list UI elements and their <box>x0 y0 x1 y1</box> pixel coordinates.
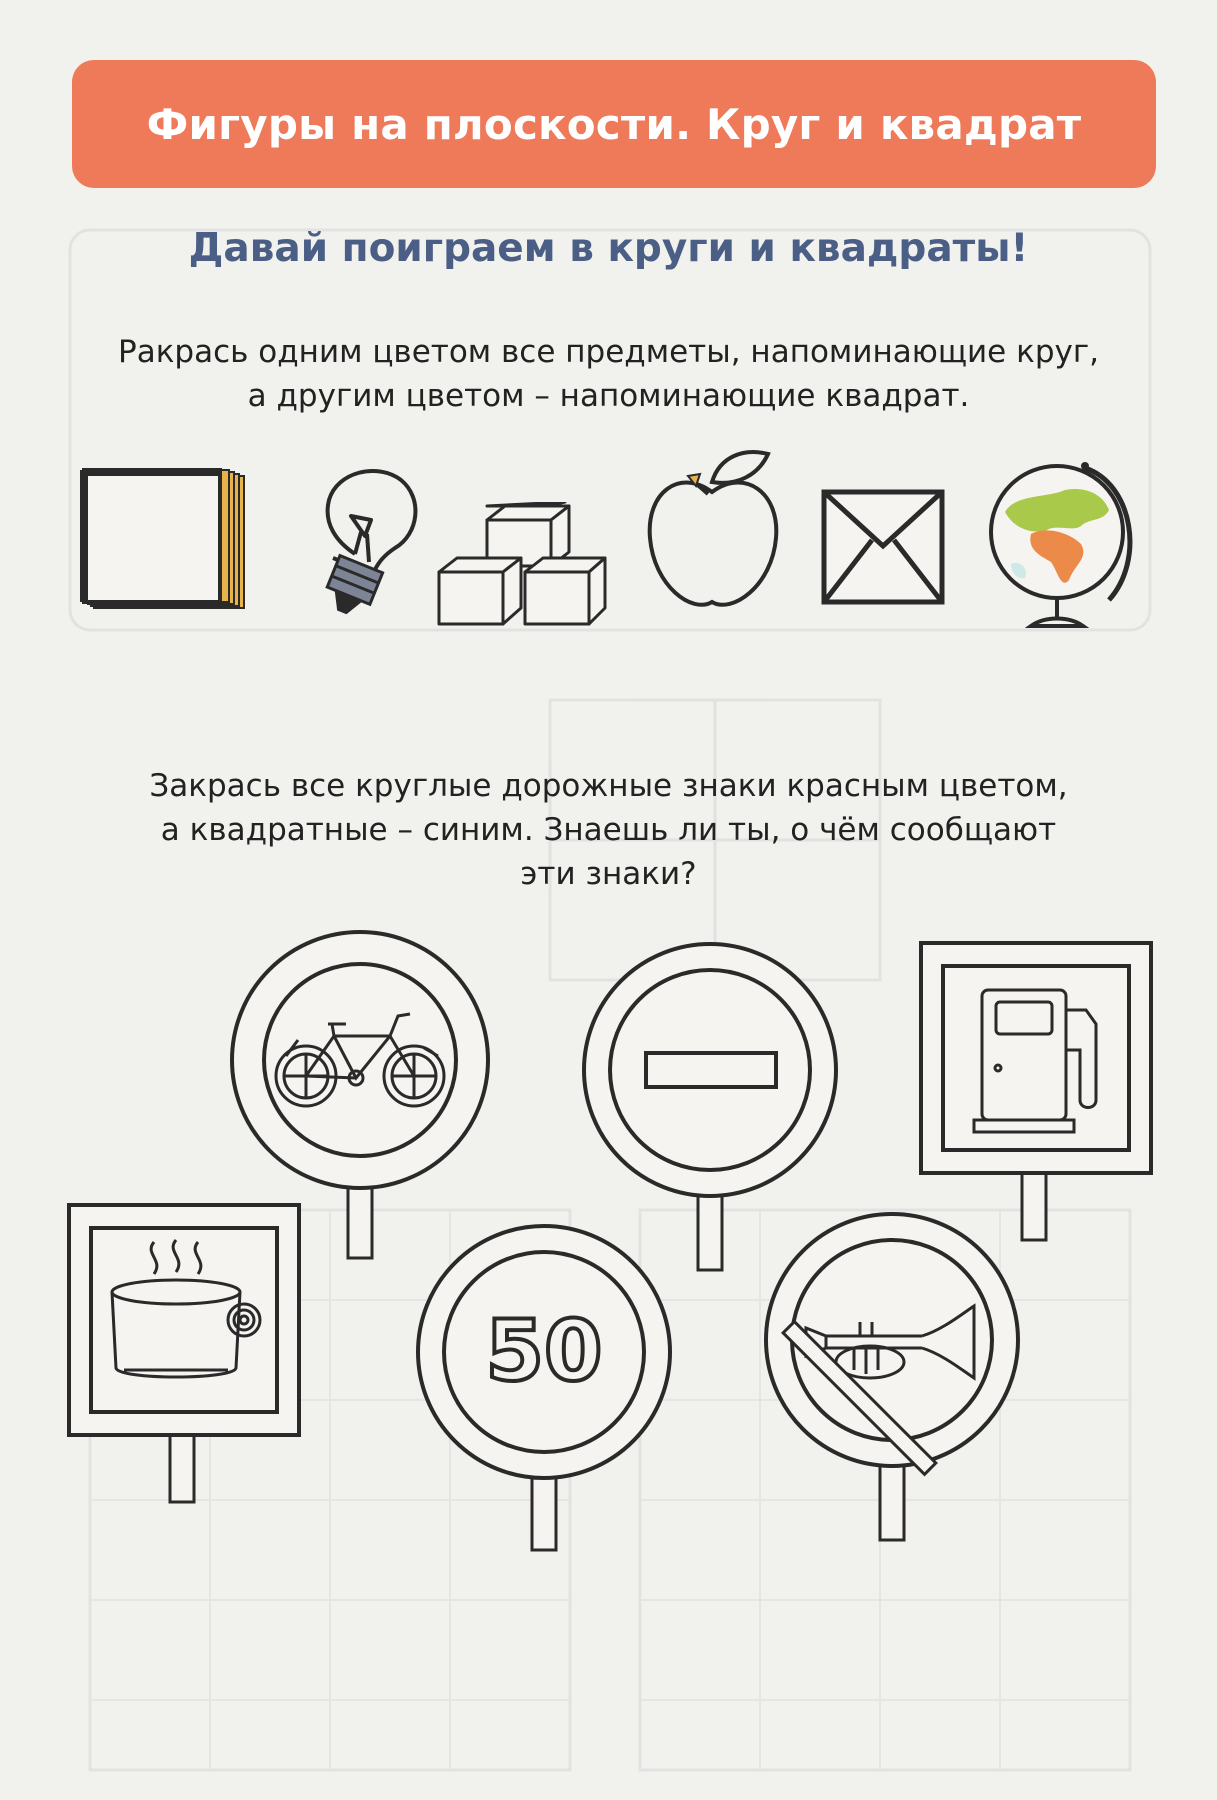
task-1-instructions <box>0 330 1217 418</box>
task-2-instructions <box>0 764 1217 896</box>
road-sign-cafe[interactable] <box>66 1202 304 1507</box>
task-2-line: эти знаки? <box>520 856 697 892</box>
task-2-line: а квадратные – синим. Знаешь ли ты, о чём сообщают <box>160 812 1057 848</box>
page-title: Фигуры на плоскости. Круг и квадрат <box>146 99 1082 149</box>
book-icon[interactable] <box>80 468 260 618</box>
cubes-icon[interactable] <box>435 502 607 627</box>
no-entry-bar-icon <box>646 1053 776 1087</box>
task-2-line: Закрась все круглые дорожные знаки красным цветом, <box>149 768 1068 804</box>
light-bulb-icon[interactable] <box>285 462 425 627</box>
road-sign-no-horn[interactable] <box>762 1210 1027 1545</box>
task-1-line: Ракрась одним цветом все предметы, напоминающие круг, <box>118 334 1099 370</box>
apple-icon[interactable] <box>640 446 785 616</box>
envelope-icon[interactable] <box>820 484 946 610</box>
globe-icon[interactable] <box>985 460 1145 635</box>
page-subtitle: Давай поиграем в круги и квадраты! <box>188 226 1029 271</box>
road-sign-fuel[interactable] <box>918 940 1156 1245</box>
task-1-line: а другим цветом – напоминающие квадрат. <box>247 378 970 414</box>
speed-limit-icon: 50 <box>485 1302 603 1400</box>
road-sign-speed-limit[interactable] <box>414 1224 679 1554</box>
page-header <box>72 60 1156 188</box>
